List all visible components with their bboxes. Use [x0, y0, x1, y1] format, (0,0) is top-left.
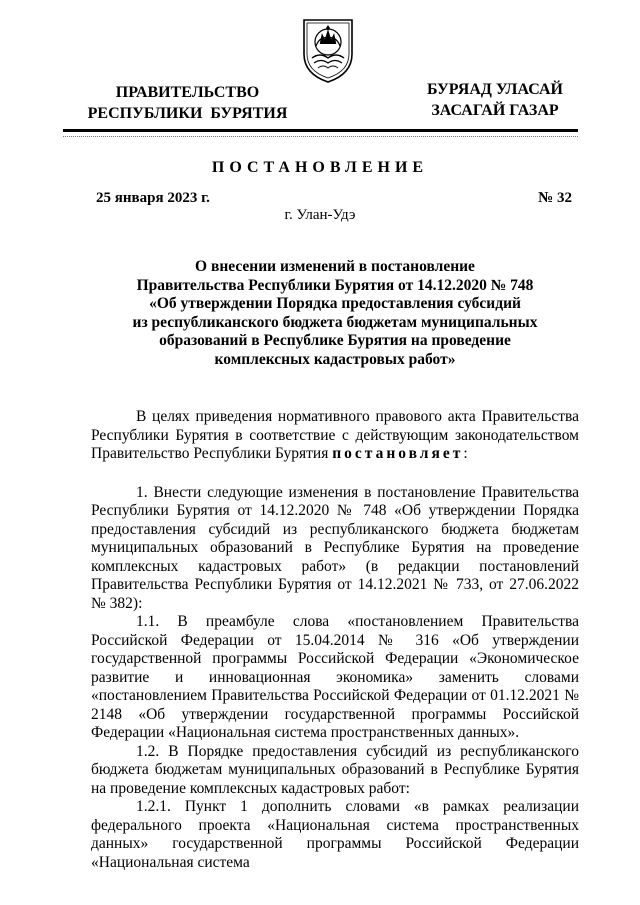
title-line: комплексных кадастровых работ»: [214, 350, 456, 368]
preamble-paragraph: [91, 408, 579, 464]
document-body: [91, 408, 579, 872]
title-line: из республиканского бюджета бюджетам муниципальных: [132, 313, 538, 331]
title-line: О внесении изменений в постановление: [195, 258, 475, 275]
document-city: г. Улан-Удэ: [284, 207, 356, 223]
preamble-colon: :: [463, 445, 468, 462]
paragraph-1-2-1: 1.2.1. Пункт 1 дополнить словами «в рамках реализации федерального проекта «Национальная система пространственных данных» государственной программы Российской Федерации «Национальная система: [91, 798, 579, 871]
header-divider-thick: [63, 129, 578, 132]
document-number: № 32: [538, 190, 572, 206]
header-government-ru: [80, 82, 295, 124]
title-line: «Об утверждении Порядка предоставления субсидий: [149, 295, 521, 312]
header-right-line-2: ЗАСАГАЙ ГАЗАР: [431, 102, 559, 119]
document-type: ПОСТАНОВЛЕНИЕ: [211, 159, 429, 176]
title-line: образований в Республике Бурятия на проведение: [159, 332, 511, 349]
paragraph-1-1: 1.1. В преамбуле слова «постановлением Правительства Российской Федерации от 15.04.2014 № 316 «Об утверждении государственной программы Российской Федерации «Экономическое развитие и инновационная экономика» заменить словами «постановлением Правительства Российской Федерации от 01.12.2021 № 2148 «Об утверждении государственной программы Российской Федерации «Национальная система пространственных данных».: [91, 613, 579, 741]
header-government-bua: [385, 79, 605, 121]
paragraph-1-2: 1.2. В Порядке предоставления субсидий из республиканского бюджета бюджетам муниципальных образований в Республике Бурятия на проведение комплексных кадастровых работ:: [91, 742, 579, 797]
title-line: Правительства Республики Бурятия от 14.12.2020 № 748: [136, 276, 534, 294]
paragraph-1: 1. Внести следующие изменения в постановление Правительства Республики Бурятия от 14.12.2020 № 748 «Об утверждении Порядка предоставления субсидий из республиканского бюджета бюджетам муниципальных образований в Республике Бурятия на проведение комплексных кадастровых работ» (в редакции постановлений Правительства Республики Бурятия от 14.12.2021 № 733, от 27.06.2022 № 382):: [91, 483, 579, 612]
coat-of-arms-emblem: [298, 16, 358, 84]
document-date: 25 января 2023 г.: [96, 190, 210, 206]
resolves-word: постановляет: [332, 445, 464, 462]
header-left-line-2: РЕСПУБЛИКИ БУРЯТИЯ: [87, 105, 288, 122]
buryatia-coat-of-arms-icon: [298, 16, 358, 84]
header-left-line-1: ПРАВИТЕЛЬСТВО: [115, 84, 260, 101]
document-title: [100, 258, 570, 369]
header-divider-dotted: [63, 136, 578, 137]
header-right-line-1: БУРЯАД УЛАСАЙ: [427, 81, 563, 98]
preamble-text: В целях приведения нормативного правового акта Правительства Республики Бурятия в соответствие с действующим законодательством Правительство Республики Бурятия: [91, 408, 579, 462]
